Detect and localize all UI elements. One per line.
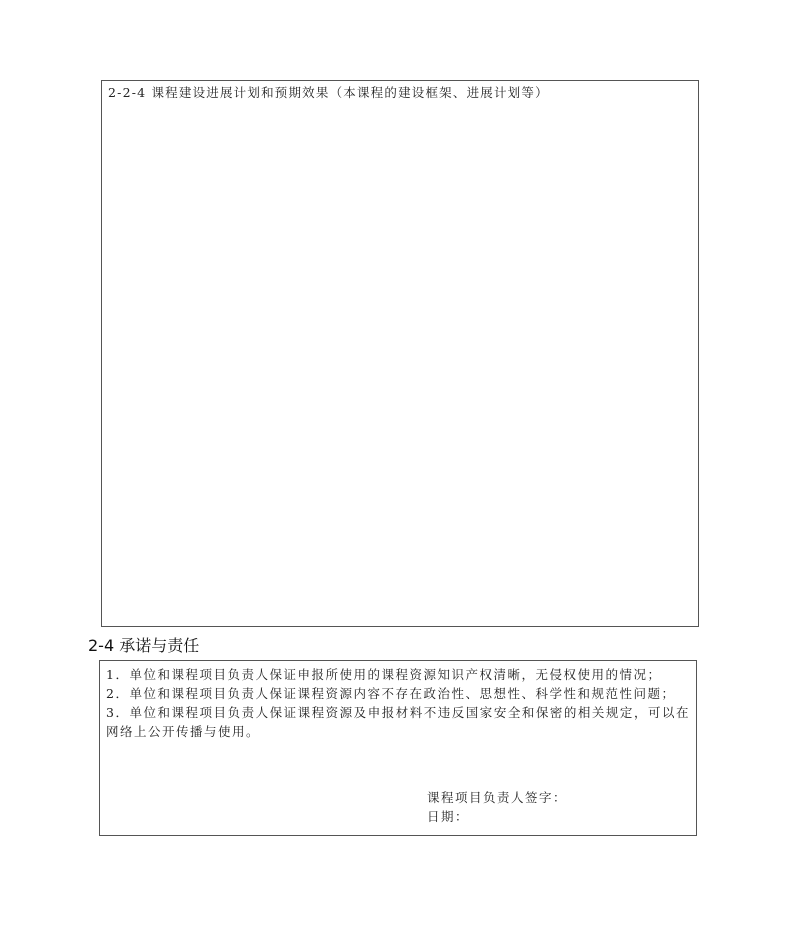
commitment-item-1: 1．单位和课程项目负责人保证申报所使用的课程资源知识产权清晰，无侵权使用的情况； — [106, 667, 662, 682]
signature-label: 课程项目负责人签字： — [427, 790, 568, 805]
plan-section-box — [101, 80, 699, 627]
commitment-item-3: 3．单位和课程项目负责人保证课程资源及申报材料不违反国家安全和保密的相关规定，可以在网络上公开传播与使用。 — [106, 705, 690, 739]
commitment-box — [99, 660, 697, 836]
plan-section-title: 2-2-4 课程建设进展计划和预期效果（本课程的建设框架、进展计划等） — [108, 85, 549, 100]
commitment-list — [106, 665, 690, 741]
commitment-item-2: 2．单位和课程项目负责人保证课程资源内容不存在政治性、思想性、科学性和规范性问题； — [106, 686, 676, 701]
commitment-heading: 2-4 承诺与责任 — [88, 636, 200, 655]
signature-block — [427, 788, 567, 826]
date-label: 日期： — [427, 809, 470, 824]
